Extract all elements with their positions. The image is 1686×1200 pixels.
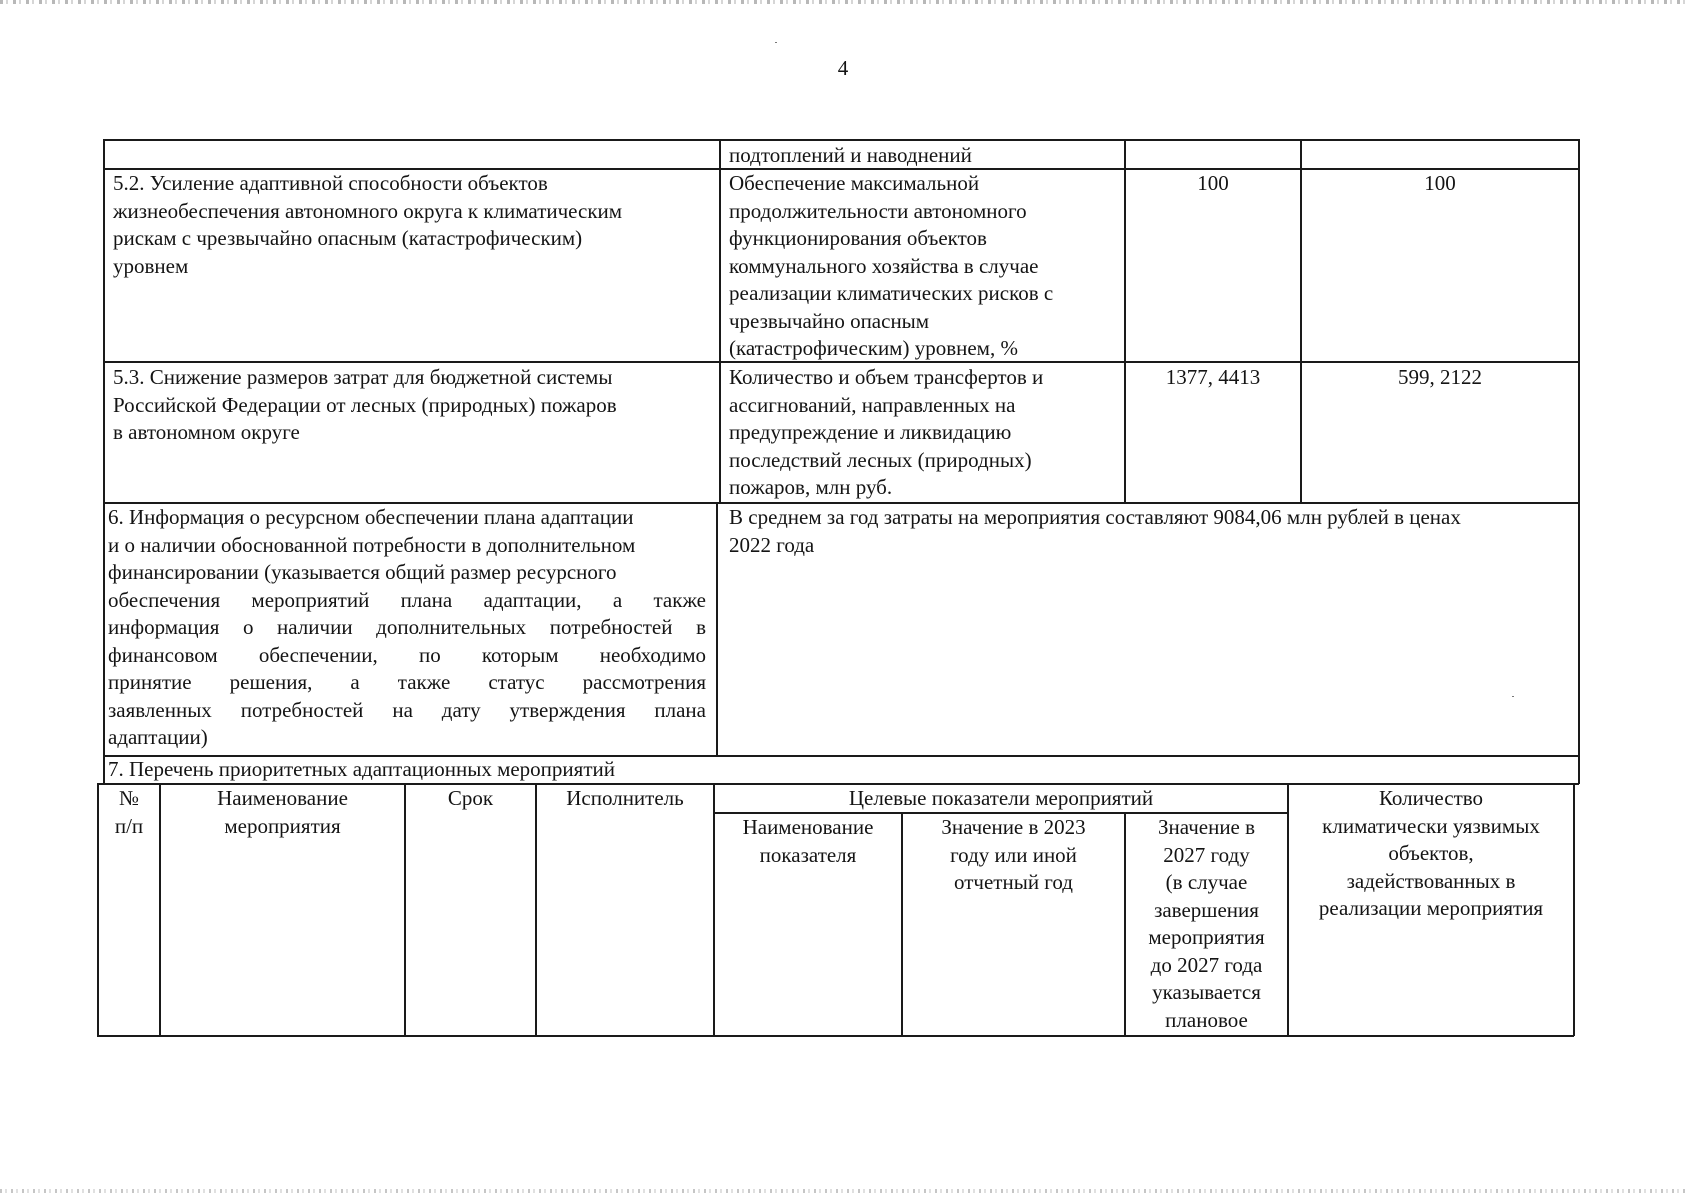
value-5-3-a: 1377, 4413 [1165, 365, 1261, 389]
table-rule [1578, 139, 1580, 784]
indicator-5-3: Количество и объем трансфертов и ассигнований, направленных на предупреждение и ликвидацию последствий лесных (природных) пожаров, млн руб. [729, 365, 1044, 499]
resource-info-line: информация о наличии дополнительных потребностей в [108, 615, 706, 639]
value-5-3-b: 599, 2122 [1398, 365, 1482, 389]
priority-measures-title: 7. Перечень приоритетных адаптационных мероприятий [108, 757, 615, 781]
scan-bottom-edge [0, 1189, 1686, 1193]
scan-speck [775, 42, 777, 43]
table-rule [404, 783, 406, 1036]
header-number: № п/п [114, 786, 144, 838]
header-indicator-name: Наименование показателя [742, 815, 874, 867]
header-vulnerable-objects: Количество климатически уязвимых объектов, задействованных в реализации мероприятия [1318, 786, 1544, 920]
table-rule [103, 139, 105, 784]
table-rule [1573, 783, 1575, 1036]
resource-info-line: 6. Информация о ресурсном обеспечении плана адаптации [108, 505, 634, 529]
table-rule [716, 502, 718, 756]
goal-5-2: 5.2. Усиление адаптивной способности объектов жизнеобеспечения автономного округа к климатическим рискам с чрезвычайно опасным (катастрофическим) уровнем [113, 171, 623, 278]
scan-top-edge [0, 0, 1686, 4]
table-rule [97, 1035, 1574, 1037]
header-target-indicators: Целевые показатели мероприятий [848, 786, 1154, 810]
table-rule [535, 783, 537, 1036]
resource-info-line: финансировании (указывается общий размер ресурсного [108, 560, 617, 584]
resource-info-label [108, 504, 706, 752]
resource-info-line: адаптации) [108, 725, 208, 749]
scan-speck [1512, 696, 1514, 697]
resource-info-line: заявленных потребностей на дату утверждения плана [108, 697, 706, 722]
goal-5-3: 5.3. Снижение размеров затрат для бюджетной системы Российской Федерации от лесных (природных) пожаров в автономном округе [113, 365, 617, 444]
resource-info-line: финансовом обеспечении, по которым необходимо [108, 642, 706, 667]
resource-info-line: принятие решения, а также статус рассмотрения [108, 670, 706, 694]
resource-info-content: В среднем за год затраты на мероприятия составляют 9084,06 млн рублей в ценах 2022 года [729, 505, 1461, 557]
table-rule [103, 139, 1579, 141]
header-executor: Исполнитель [566, 786, 684, 810]
table-rule [719, 139, 721, 503]
resource-info-line: обеспечения мероприятий плана адаптации, а также [108, 587, 706, 612]
continuation-text: подтоплений и наводнений [729, 143, 972, 167]
page-number: 4 [837, 56, 849, 80]
header-value-2027: Значение в 2027 году (в случае завершения мероприятия до 2027 года указывается плановое [1148, 815, 1265, 1032]
resource-info-line: и о наличии обоснованной потребности в дополнительном [108, 532, 636, 557]
header-term: Срок [447, 786, 494, 810]
header-measure-name: Наименование мероприятия [217, 786, 348, 838]
indicator-5-2: Обеспечение максимальной продолжительности автономного функционирования объектов коммунального хозяйства в случае реализации климатических рисков с чрезвычайно опасным (катастрофическим) уровнем, % [729, 171, 1054, 360]
value-5-2-a: 100 [1197, 171, 1229, 195]
value-5-2-b: 100 [1424, 171, 1456, 195]
header-value-2023: Значение в 2023 году или иной отчетный год [941, 815, 1086, 894]
